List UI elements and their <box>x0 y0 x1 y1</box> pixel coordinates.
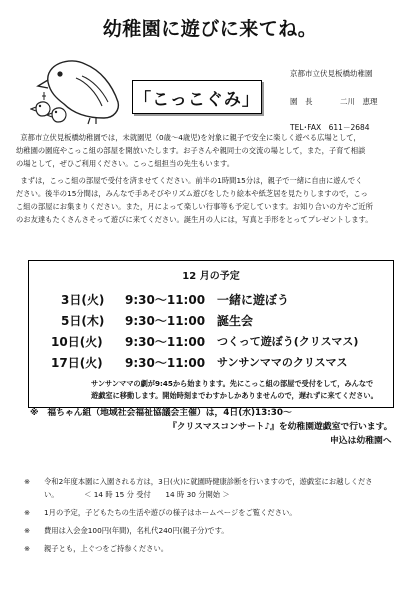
note-mark: ※ <box>24 477 31 486</box>
schedule-date: 10日(火) <box>51 335 103 349</box>
schedule-box <box>28 260 394 408</box>
schedule-date: 5日(木) <box>61 314 105 328</box>
principal-label: 園 長 <box>290 97 313 106</box>
intro-line: こ組の部屋にお集まりください。また，月によって楽しい行事等も予定しています。お知り合いの方やご近所 <box>16 202 373 211</box>
schedule-event: サンサンママのクリスマス <box>217 356 348 369</box>
fuku-line: 申込は幼稚園へ <box>330 436 392 446</box>
schedule-event: つくって遊ぼう(クリスマス) <box>217 335 359 348</box>
schedule-date: 17日(火) <box>51 356 103 370</box>
schedule-time: 9:30～11:00 <box>125 335 206 349</box>
fuku-line: 『クリスマスコンサート♪』を幼稚園遊戯室で行います。 <box>168 422 393 432</box>
schedule-event: 誕生会 <box>217 314 254 328</box>
class-name-box <box>132 80 262 114</box>
schedule-time: 9:30～11:00 <box>125 293 206 307</box>
intro-line: 京都市立伏見板橋幼稚園では，未就園児（0歳～4歳児)を対象に親子で安全に楽しく遊べる広場として， <box>20 133 361 142</box>
footer-note <box>24 524 404 537</box>
schedule-time: 9:30～11:00 <box>125 356 206 370</box>
note-line: サンサンママの劇が9:45から始まります。先にこっこ組の部屋で受付をして，みんなで <box>91 379 374 388</box>
note-line: 遊戯室に移動します。開始時刻までわすかしかありませんので，遅れずに来てください。 <box>91 391 378 400</box>
intro-line: まずは，こっこ組の部屋で受付を済ませてください。前半の1時間15分は，親子で一緒に自由に遊んでく <box>20 176 363 185</box>
page-title: 幼稚園に遊びに来てね。 <box>102 18 318 40</box>
note-mark: ※ <box>24 544 31 553</box>
schedule-note <box>91 378 387 402</box>
footer-text: 親子とも，上ぐつをご持参ください。 <box>44 544 169 553</box>
intro-line: ださい。後半の15分間は，みんなで手あそびやリズム遊びをしたり絵本や紙芝居を見たりしますので，こっ <box>16 189 368 198</box>
schedule-time: 9:30～11:00 <box>125 314 206 328</box>
bird-illustration <box>30 52 125 127</box>
schedule-title: 12 月の予定 <box>182 271 240 282</box>
footer-text: い。 ＜ 14 時 15 分 受付 14 時 30 分開始 ＞ <box>44 490 230 499</box>
footer-text: 令和2年度本園に入園される方は，3日(火)に就園時健康診断を行いますので，遊戯室にお越しくださ <box>44 477 373 486</box>
note-mark: ※ <box>24 508 31 517</box>
intro-text <box>16 131 408 226</box>
intro-line: のお友達もたくさんさそって遊びに来てください。誕生月の人には，写真と手形をとってプレゼントします。 <box>16 215 373 224</box>
intro-line: の場として，ぜひご利用ください。こっこ組担当の先生もいます。 <box>16 159 235 168</box>
schedule-event: 一緒に遊ぼう <box>217 293 290 307</box>
class-name: 「こっこぐみ」 <box>134 89 260 110</box>
school-name: 京都市立伏見板橋幼稚園 <box>290 69 373 78</box>
principal-name: 二川 恵理 <box>340 97 378 106</box>
footer-note <box>24 475 404 501</box>
footer-note <box>24 542 404 555</box>
note-mark: ※ <box>24 526 31 535</box>
footer-text: 1月の予定，子どもたちの生活や遊びの様子はホームページをご覧ください。 <box>44 508 297 517</box>
fuku-line: ※ 福ちゃん組（地域社会福祉協議会主催）は，4日(水)13:30～ <box>30 408 292 418</box>
tel-fax: TEL･FAX 611－2684 <box>290 123 370 132</box>
footer-note <box>24 506 404 519</box>
intro-line: 幼稚園の園庭やこっこ組の部屋を開放いたします。お子さんや親同士の交流の場として，また，子育て相談 <box>16 146 366 155</box>
footer-notes <box>24 475 404 555</box>
footer-text: 費用は入会金100円(年間)，名札代240円(親子分)です。 <box>44 526 229 535</box>
schedule-date: 3日(火) <box>61 293 105 307</box>
